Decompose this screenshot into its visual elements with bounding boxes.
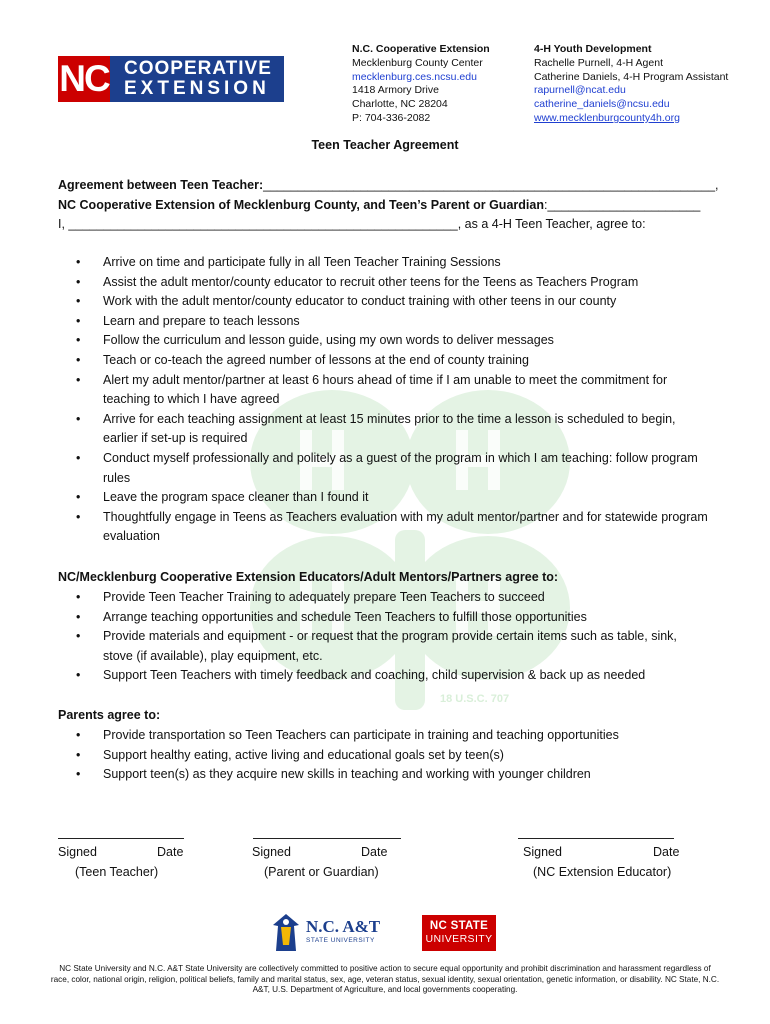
- list-item: • Teach or co-teach the agreed number of lessons at the end of county training: [76, 352, 529, 367]
- list-item-text: Teach or co-teach the agreed number of lessons at the end of county training: [103, 352, 529, 367]
- list-item: • Arrive on time and participate fully in all Teen Teacher Training Sessions: [76, 255, 501, 269]
- list-item: • Support teen(s) as they acquire new skills in teaching and working with younger children: [76, 767, 591, 782]
- extension-website-link[interactable]: mecklenburg.ces.ncsu.edu: [352, 70, 477, 83]
- logo-nc-mark: NC: [58, 56, 110, 102]
- list-item: • Assist the adult mentor/county educator to recruit other teens for the Teens as Teachers Program: [76, 274, 639, 289]
- agreement-teen-blank: _________________________________________________________________,: [263, 178, 719, 192]
- educators-commitment-list: [58, 588, 708, 686]
- list-item: • Arrive for each teaching assignment at least 15 minutes prior to the time a lesson is scheduled to begin, earlier if set-up is required: [76, 411, 676, 446]
- signature-line-parent[interactable]: [253, 838, 401, 839]
- list-item: • Arrange teaching opportunities and schedule Teen Teachers to fulfill those opportunities: [76, 609, 587, 624]
- nc-at-subtitle: STATE UNIVERSITY: [306, 937, 375, 944]
- mecklenburg-4h-website-link[interactable]: www.mecklenburgcounty4h.org: [534, 111, 680, 124]
- list-item: • Leave the program space cleaner than I found it: [76, 490, 369, 505]
- contact-right-line1: Rachelle Purnell, 4-H Agent: [534, 56, 663, 69]
- signed-label-educator: Signed: [523, 845, 562, 859]
- contact-left-line1: Mecklenburg County Center: [352, 56, 483, 69]
- logo-line1: COOPERATIVE: [124, 58, 272, 79]
- parents-heading: Parents agree to:: [58, 708, 161, 722]
- role-label-educator: (NC Extension Educator): [533, 865, 672, 879]
- nc-at-name: N.C. A&T: [306, 917, 381, 936]
- list-item-text: Alert my adult mentor/partner at least 6 hours ahead of time if I am unable to meet the commitment for teaching to which I have agreed: [103, 372, 668, 407]
- signature-line-educator[interactable]: [518, 838, 674, 839]
- agreement-parent-label: NC Cooperative Extension of Mecklenburg County, and Teen’s Parent or Guardian: [58, 198, 544, 212]
- date-label-parent: Date: [361, 845, 388, 859]
- contact-left-line2: 1418 Armory Drive: [352, 84, 439, 97]
- aggie-mascot-icon: [270, 913, 302, 953]
- list-item-text: Support healthy eating, active living and educational goals set by teen(s): [103, 747, 504, 762]
- list-item: • Support Teen Teachers with timely feedback and coaching, child supervision & back up as needed: [76, 668, 646, 683]
- contact-block-extension: [352, 43, 490, 126]
- list-item-text: Work with the adult mentor/county educator to conduct training with other teens in our county: [103, 294, 617, 309]
- list-item-text: Leave the program space cleaner than I found it: [103, 490, 369, 505]
- list-item-text: Follow the curriculum and lesson guide, using my own words to deliver messages: [103, 333, 554, 348]
- list-item: • Provide Teen Teacher Training to adequately prepare Teen Teachers to succeed: [76, 590, 545, 604]
- list-item-text: Thoughtfully engage in Teens as Teachers evaluation with my adult mentor/partner and for statewide program evaluation: [103, 509, 708, 544]
- list-item-text: Provide materials and equipment - or request that the program provide certain items such as table, sink, stove (if available), play equipment, etc.: [103, 629, 677, 663]
- list-item-text: Support teen(s) as they acquire new skills in teaching and working with younger children: [103, 767, 591, 782]
- nc-state-subtitle: UNIVERSITY: [425, 933, 493, 945]
- list-item-text: Assist the adult mentor/county educator to recruit other teens for the Teens as Teachers Program: [103, 274, 639, 289]
- nc-state-name: NC STATE: [429, 920, 489, 932]
- nc-at-state-logo: [270, 913, 390, 953]
- logo-line2: EXTENSION: [124, 78, 270, 99]
- nondiscrimination-footer: NC State University and N.C. A&T State University are collectively committed to positive action to secure equal opportunity and prohibit discrimination and harassment regardless of race, color, national origin, religion, political beliefs, family and marital status, sex, age, veteran status, sexual identity, sexual orientation, genetic information, or disability. NC State, N.C. A&T, U.S. Department of Agriculture, and local governments cooperating.: [50, 964, 720, 994]
- contact-left-line3: Charlotte, NC 28204: [352, 98, 448, 111]
- list-item: • Follow the curriculum and lesson guide, using my own words to deliver messages: [76, 333, 554, 348]
- list-item-text: Support Teen Teachers with timely feedback and coaching, child supervision & back up as needed: [103, 668, 646, 683]
- list-item: • Learn and prepare to teach lessons: [76, 313, 300, 328]
- list-item: • Conduct myself professionally and politely as a guest of the program in which I am teaching: follow program rules: [76, 450, 698, 485]
- list-item: • Support healthy eating, active living and educational goals set by teen(s): [76, 747, 504, 762]
- list-item-text: Provide Teen Teacher Training to adequately prepare Teen Teachers to succeed: [103, 590, 545, 604]
- nc-cooperative-extension-logo: [58, 56, 284, 102]
- agreement-teen-label: Agreement between Teen Teacher:: [58, 178, 264, 192]
- teen-commitment-list: [58, 253, 708, 547]
- document-title: Teen Teacher Agreement: [311, 138, 459, 152]
- list-item: • Provide transportation so Teen Teachers can participate in training and teaching opportunities: [76, 728, 619, 742]
- role-label-parent: (Parent or Guardian): [264, 865, 379, 879]
- agreement-parent-blank: :______________________: [543, 198, 701, 212]
- nc-state-logo: [422, 915, 496, 951]
- parents-commitment-list: [58, 726, 708, 785]
- list-item-text: Conduct myself professionally and politely as a guest of the program in which I am teaching: follow program rules: [103, 450, 698, 485]
- list-item: • Provide materials and equipment - or request that the program provide certain items such as table, sink, stove (if available), play equipment, etc.: [76, 629, 677, 663]
- list-item-text: Learn and prepare to teach lessons: [103, 313, 300, 328]
- date-label-educator: Date: [653, 845, 680, 859]
- contact-right-heading: 4-H Youth Development: [534, 43, 652, 55]
- contact-right-line2: Catherine Daniels, 4-H Program Assistant: [534, 70, 729, 83]
- list-item-text: Arrive on time and participate fully in all Teen Teacher Training Sessions: [103, 255, 501, 269]
- agreement-line-teen: [58, 175, 719, 195]
- contact-left-heading: N.C. Cooperative Extension: [352, 43, 490, 55]
- list-item-text: Arrange teaching opportunities and schedule Teen Teachers to fulfill those opportunities: [103, 609, 587, 624]
- signature-line-teen[interactable]: [58, 838, 184, 839]
- logo-wordmark: [110, 56, 284, 102]
- list-item: • Alert my adult mentor/partner at least 6 hours ahead of time if I am unable to meet the commitment for teaching to which I have agreed: [76, 372, 668, 407]
- contact-left-phone: P: 704-336-2082: [352, 111, 431, 124]
- signed-label-parent: Signed: [252, 845, 291, 859]
- list-item-text: Arrive for each teaching assignment at least 15 minutes prior to the time a lesson is scheduled to begin, earlier if set-up is required: [103, 411, 676, 446]
- contact-block-4h: [534, 43, 728, 126]
- email-link-daniels[interactable]: catherine_daniels@ncsu.edu: [534, 98, 670, 111]
- agreement-line-parent: [58, 195, 700, 215]
- list-item-text: Provide transportation so Teen Teachers can participate in training and teaching opportunities: [103, 728, 619, 742]
- date-label-teen: Date: [157, 845, 184, 859]
- watermark-statute-text: 18 U.S.C. 707: [440, 693, 510, 705]
- email-link-purnell[interactable]: rapurnell@ncat.edu: [534, 84, 626, 97]
- educators-heading: NC/Mecklenburg Cooperative Extension Educators/Adult Mentors/Partners agree to:: [58, 570, 559, 584]
- list-item: • Thoughtfully engage in Teens as Teachers evaluation with my adult mentor/partner and for statewide program evaluation: [76, 509, 708, 544]
- role-label-teen: (Teen Teacher): [75, 865, 159, 879]
- signed-label-teen: Signed: [58, 845, 97, 859]
- list-item: • Work with the adult mentor/county educator to conduct training with other teens in our county: [76, 294, 617, 309]
- agreement-line-i: I, ________________________________________________________, as a 4-H Teen Teacher, agree to:: [58, 217, 646, 231]
